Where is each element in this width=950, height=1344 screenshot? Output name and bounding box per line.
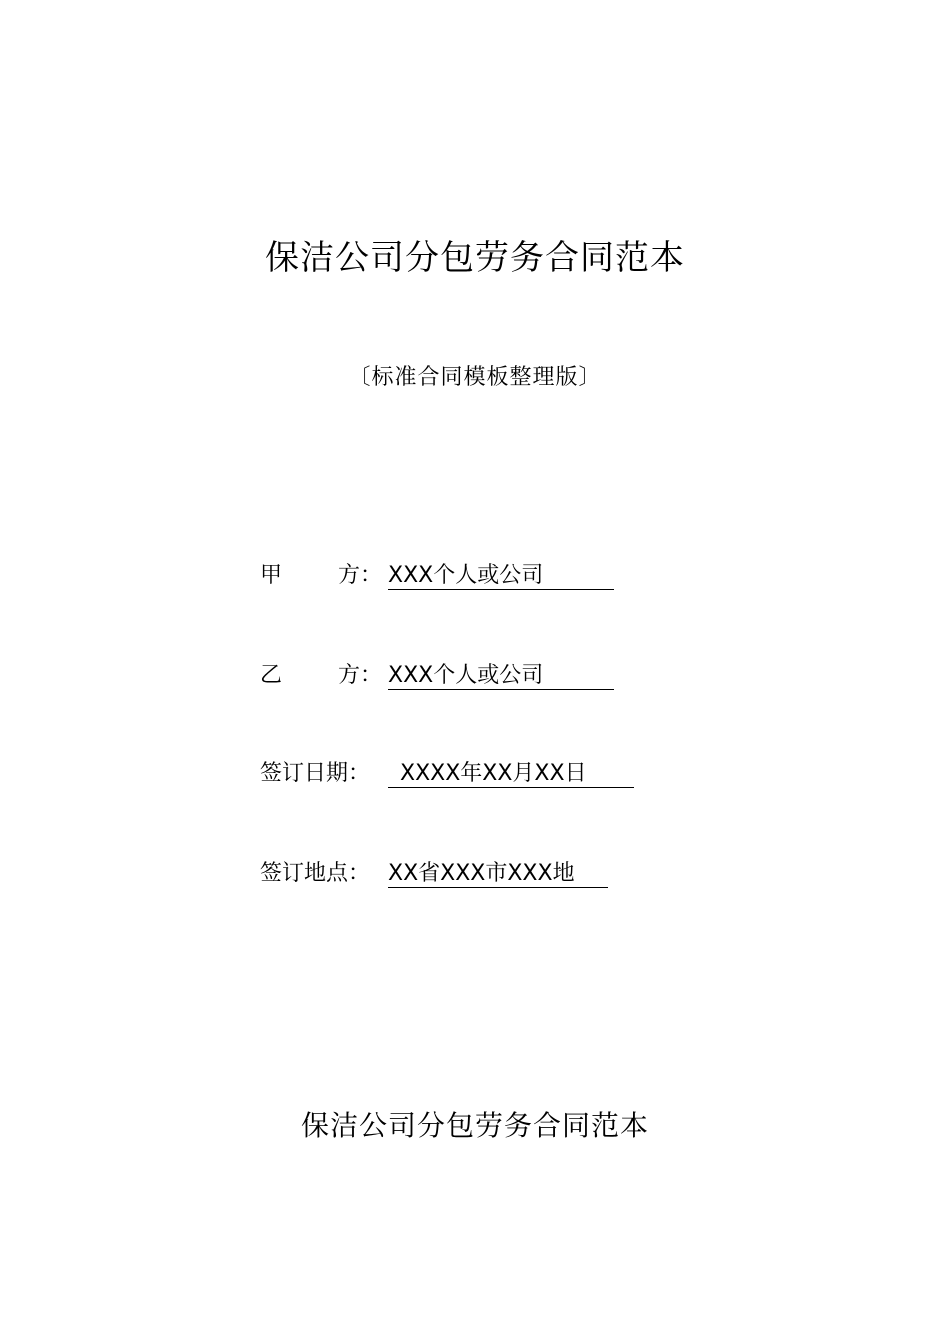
footer-title: 保洁公司分包劳务合同范本 xyxy=(300,1109,649,1142)
party-a-label-last: 方： xyxy=(338,563,383,588)
sign-place-value: XX省XXX市XXX地 xyxy=(388,861,608,888)
sign-date-value: XXXX年XX月XX日 xyxy=(388,761,634,788)
document-title: 保洁公司分包劳务合同范本 xyxy=(265,238,685,278)
party-a-label xyxy=(260,560,388,592)
sign-date-label: 签订日期： xyxy=(260,761,371,786)
party-b-row xyxy=(260,660,614,692)
party-b-label xyxy=(260,660,388,692)
document-subtitle: 〔标准合同模板整理版〕 xyxy=(348,365,602,390)
party-a-value: XXX个人或公司 xyxy=(388,563,614,590)
sign-place-row xyxy=(260,858,608,890)
party-b-value: XXX个人或公司 xyxy=(388,663,614,690)
sign-date-row xyxy=(260,758,634,790)
party-a-row xyxy=(260,560,614,592)
party-b-label-first: 乙 xyxy=(260,663,283,688)
sign-place-label: 签订地点： xyxy=(260,861,371,886)
party-a-label-first: 甲 xyxy=(260,563,283,588)
party-b-label-last: 方： xyxy=(338,663,383,688)
